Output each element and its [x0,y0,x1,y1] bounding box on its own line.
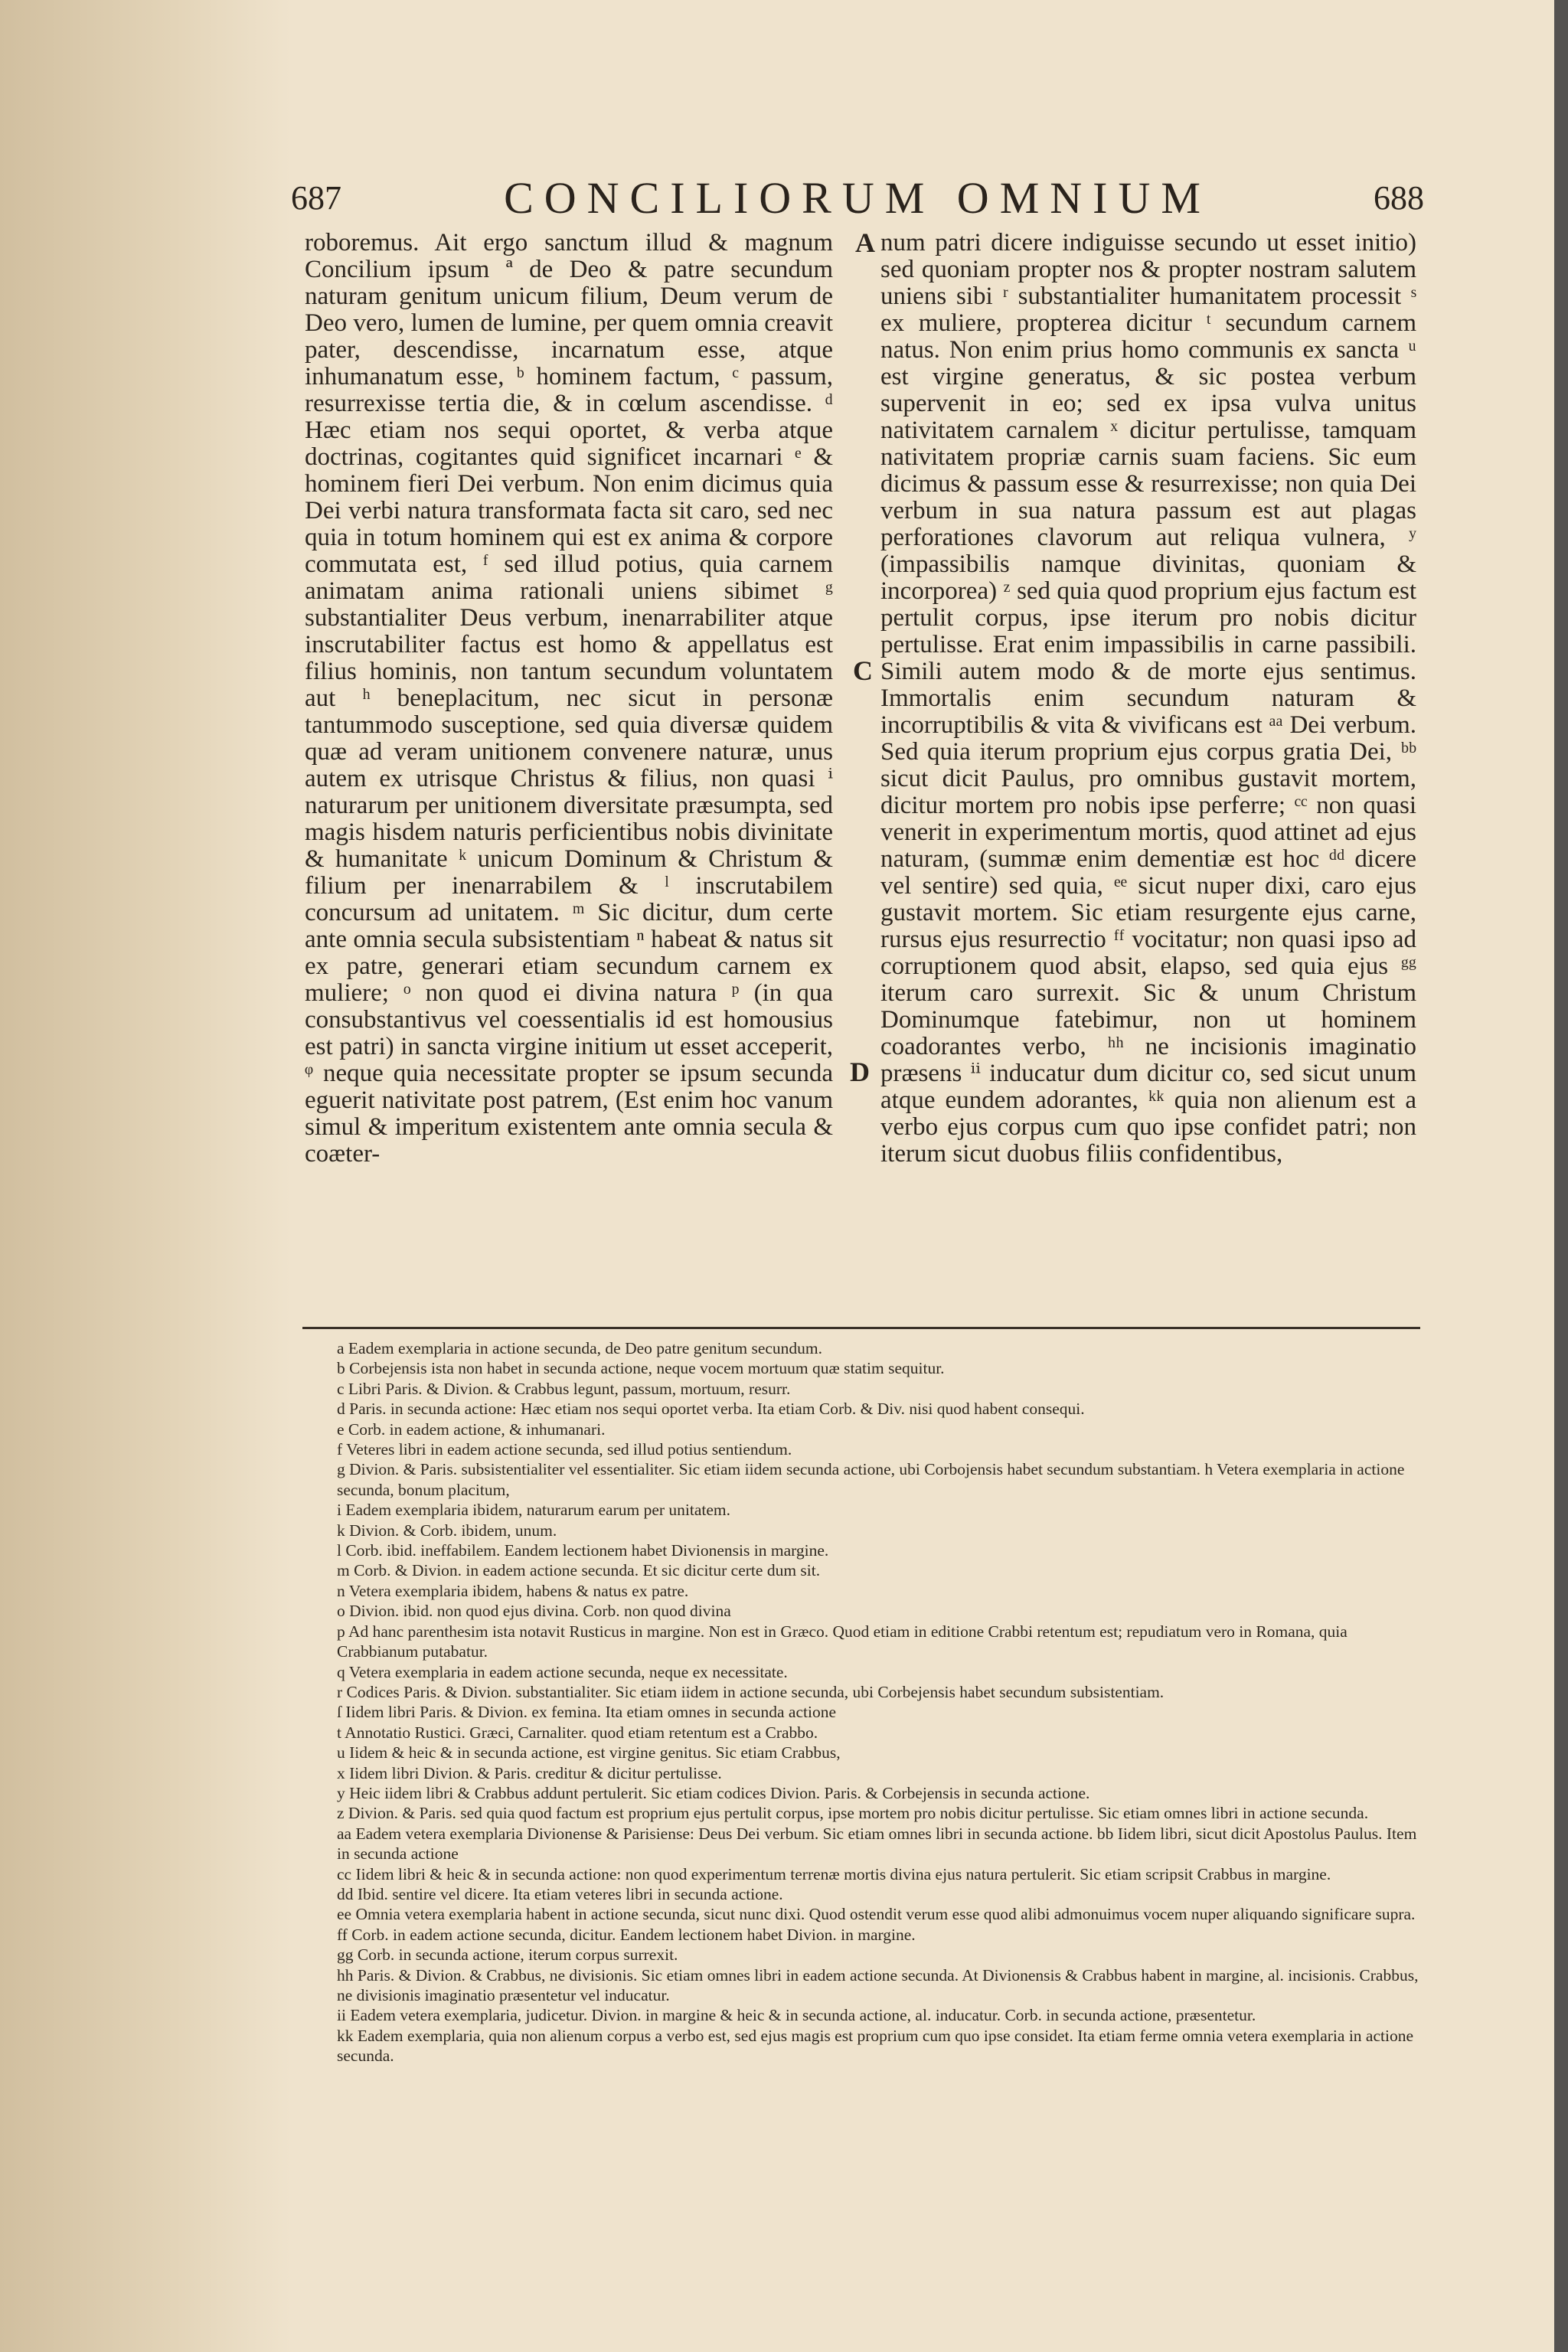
footnote: n Vetera exemplaria ibidem, habens & natus ex patre. [337,1581,689,1600]
page-edge [1554,0,1568,2352]
footnote: aa Eadem vetera exemplaria Divionense & Parisiense: Deus Dei verbum. Sic etiam omnes libri in secunda actione. bb Iidem libri, sicut dicit Apostolus Paulus. Item in secunda actione [337,1824,1417,1864]
footnote: ee Omnia vetera exemplaria habent in actione secunda, sicut nunc dixi. Quod ostendit verum esse quod alibi admonuimus vocem nuper aliquando significare supra. [337,1905,1416,1924]
page-number-left: 687 [291,179,341,217]
footnote: l Corb. ibid. ineffabilem. Eandem lectionem habet Divionensis in margine. [337,1541,829,1560]
footnotes [337,1338,1424,2272]
column-text: roboremus. Ait ergo sanctum illud & magnum Concilium ipsum ª de Deo & patre secundum naturam genitum unicum filium, Deum verum de Deo vero, lumen de lumine, per quem omnia creavit pater, descendisse, incarnatum esse, atque inhumanatum esse, ᵇ hominem factum, ᶜ passum, resurrexisse tertia die, & in cœlum ascendisse. ᵈ Hæc etiam nos sequi oportet, & verba atque doctrinas, cogitantes quid significet incarnari ᵉ & hominem fieri Dei verbum. Non enim dicimus quia Dei verbi natura transformata facta sit caro, sed nec quia in totum hominem qui est ex anima & corpore commutata est, ᶠ sed illud potius, quia carnem animatam anima rationali uniens sibimet ᵍ substantialiter Deus verbum, inenarrabiliter atque inscrutabiliter factus est homo & appellatus est filius hominis, non tantum secundum voluntatem aut ʰ beneplacitum, nec sicut in personæ tantummodo susceptione, sed quia diversæ quidem quæ ad veram unitionem convenere naturæ, unus autem ex utrisque Christus & filius, non quasi ⁱ naturarum per unitionem diversitate præsumpta, sed magis hisdem naturis perficientibus nobis divinitate & humanitate ᵏ unicum Dominum & Christum & filium per inenarrabilem & ˡ inscrutabilem concursum ad unitatem. ᵐ Sic dicitur, dum certe ante omnia secula subsistentiam ⁿ habeat & natus sit ex patre, generari etiam secundum carnem ex muliere; ᵒ non quod ei divina natura ᵖ (in qua consubstantivus vel coessentialis id est homousius est patri) in sancta virgine initium ut esset acceperit, ᵠ neque quia necessitate propter se ipsum secunda eguerit nativitate post patrem, (Est enim hoc vanum simul & imperitum existentem ante omnia secula & coæter- [305,230,833,1168]
footnote: k Divion. & Corb. ibidem, unum. [337,1521,557,1540]
footnote: ii Eadem vetera exemplaria, judicetur. Divion. in margine & heic & in secunda actione, al. inducatur. Corb. in secunda actione, præsentetur. [337,2006,1256,2025]
column-text: num patri dicere indiguisse secundo ut esset initio) sed quoniam propter nos & propter nostram salutem uniens sibi ʳ substantialiter humanitatem processit ˢ ex muliere, propterea dicitur ᵗ secundum carnem natus. Non enim prius homo communis ex sancta ᵘ est virgine generatus, & sic postea verbum supervenit in eo; sed ex ipsa vulva unitus nativitatem carnalem ˣ dicitur pertulisse, tamquam nativitatem propriæ carnis suam faciens. Sic eum dicimus & passum esse & resurrexisse; non quia Dei verbum in sua natura passum est aut plagas perforationes clavorum aut reliqua vulnera, ʸ (impassibilis namque divinitas, quoniam & incorporea) ᶻ sed quia quod proprium ejus factum est pertulit corpus, ipse iterum pro nobis dicitur pertulisse. Erat enim impassibilis in carne passibili. Simili autem modo & de morte ejus sentimus. Immortalis enim secundum naturam & incorruptibilis & vita & vivificans est ᵃᵃ Dei verbum. Sed quia iterum proprium ejus corpus gratia Dei, ᵇᵇ sicut dicit Paulus, pro omnibus gustavit mortem, dicitur mortem pro nobis ipse perferre; ᶜᶜ non quasi venerit in experimentum mortis, quod attinet ad ejus naturam, (summæ enim dementiæ est hoc ᵈᵈ dicere vel sentire) sed quia, ᵉᵉ sicut nuper dixi, caro ejus gustavit mortem. Sic etiam resurgente ejus carne, rursus ejus resurrectio ᶠᶠ vocitatur; non quasi ipso ad corruptionem quod absit, elapso, sed quia ejus ᵍᵍ iterum caro surrexit. Sic & unum Christum Dominumque fatebimur, non ut hominem coadorantes verbo, ʰʰ ne incisionis imaginatio præsens ⁱⁱ inducatur dum dicitur co, sed sicut unum atque eundem adorantes, ᵏᵏ quia non alienum est a verbo ejus corpus cum quo ipse confidet patri; non iterum sicut duobus filiis confidentibus, [880,230,1416,1168]
footnote: e Corb. in eadem actione, & inhumanari. [337,1419,606,1439]
footnote: ſ Iidem libri Paris. & Divion. ex femina. Ita etiam omnes in secunda actione [337,1703,836,1722]
footnote: f Veteres libri in eadem actione secunda, sed illud potius sentiendum. [337,1440,792,1459]
margin-marker-d: D [850,1057,870,1087]
margin-marker-c: C [853,655,873,686]
text-column-right [880,230,1416,1332]
footnote: c Libri Paris. & Divion. & Crabbus legunt, passum, mortuum, resurr. [337,1379,791,1398]
page-gutter-shadow [0,0,291,2352]
footnote: d Paris. in secunda actione: Hæc etiam nos sequi oportet verba. Ita etiam Corb. & Div. nisi quod habent consequi. [337,1400,1085,1419]
footnote: ff Corb. in eadem actione secunda, dicitur. Eandem lectionem habet Divion. in margine. [337,1925,916,1944]
footnote: y Heic iidem libri & Crabbus addunt pertulerit. Sic etiam codices Divion. Paris. & Corbejensis in secunda actione. [337,1783,1090,1802]
footnote: p Ad hanc parenthesim ista notavit Rusticus in margine. Non est in Græco. Quod etiam in editione Crabbi retentum est; repudiatum vero in Romana, quia Crabbianum putabatur. [337,1622,1348,1661]
running-title: CONCILIORUM OMNIUM [504,173,1211,223]
footnote: g Divion. & Paris. subsistentialiter vel essentialiter. Sic etiam iidem secunda actione, ubi Corbojensis habet secundum substantiam. h Vetera exemplaria in actione secunda, bonum placitum, [337,1460,1405,1499]
footnote: a Eadem exemplaria in actione secunda, de Deo patre genitum secundum. [337,1339,822,1357]
footnote: r Codices Paris. & Divion. substantialiter. Sic etiam iidem in actione secunda, ubi Corbejensis habet secundum subsistentiam. [337,1682,1165,1701]
footnote: dd Ibid. sentire vel dicere. Ita etiam veteres libri in secunda actione. [337,1884,783,1903]
page-number-right: 688 [1374,179,1424,217]
text-column-left [305,230,833,1332]
margin-marker-a: A [855,227,875,258]
running-header [291,172,1424,226]
footnote: b Corbejensis ista non habet in secunda actione, neque vocem mortuum quæ statim sequitur. [337,1359,945,1378]
footnote: z Divion. & Paris. sed quia quod factum est proprium ejus pertulit corpus, ipse mortem pro nobis dicitur pertulisse. Sic etiam omnes libri in actione secunda. [337,1804,1369,1823]
footnote: hh Paris. & Divion. & Crabbus, ne divisionis. Sic etiam omnes libri in eadem actione secunda. At Divionensis & Crabbus habent in margine, al. incisionis. Crabbus, ne divisionis imaginatio præsentetur vel inducatur. [337,1965,1419,2004]
footnote: t Annotatio Rustici. Græci, Carnaliter. quod etiam retentum est a Crabbo. [337,1723,818,1742]
footnote: cc Iidem libri & heic & in secunda actione: non quod experimentum terrenæ mortis divina ejus natura pertulerit. Sic etiam scripsit Crabbus in margine. [337,1864,1331,1883]
footnote: o Divion. ibid. non quod ejus divina. Corb. non quod divina [337,1602,731,1621]
footnote: i Eadem exemplaria ibidem, naturarum earum per unitatem. [337,1501,731,1520]
footnote: kk Eadem exemplaria, quia non alienum corpus a verbo est, sed ejus magis est proprium cum quo ipse considet. Ita etiam ferme omnia vetera exemplaria in actione secunda. [337,2026,1413,2066]
footnote: u Iidem & heic & in secunda actione, est virgine genitus. Sic etiam Crabbus, [337,1743,841,1762]
footnote: x Iidem libri Divion. & Paris. creditur & dicitur pertulisse. [337,1763,722,1782]
footnote-divider [302,1327,1420,1329]
footnote: q Vetera exemplaria in eadem actione secunda, neque ex necessitate. [337,1662,788,1681]
footnote: m Corb. & Divion. in eadem actione secunda. Et sic dicitur certe dum sit. [337,1561,821,1580]
footnote: gg Corb. in secunda actione, iterum corpus surrexit. [337,1945,678,1965]
